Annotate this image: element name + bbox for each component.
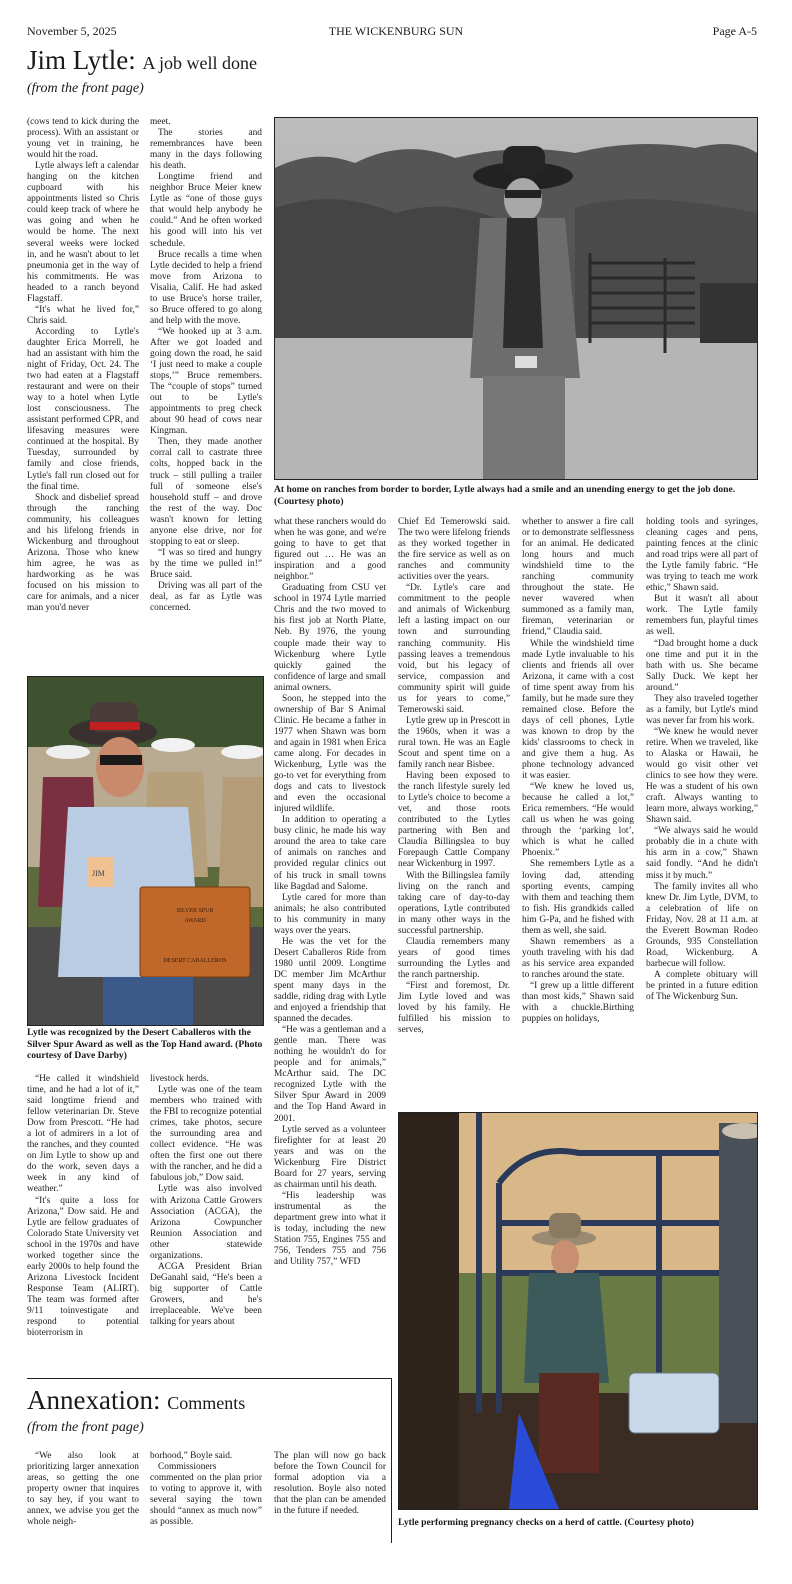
headline-sub: A job well done [142,53,258,73]
svg-text:SILVER SPUR: SILVER SPUR [176,908,214,914]
page-number: Page A-5 [712,24,757,38]
paragraph: Claudia remembers many years of good times surrounding the Lytles and the ranch partnership. [398,936,510,980]
paragraph: They also traveled together as a family, but Lytle's mind was never far from his work. [646,693,758,726]
headline-main: Annexation: [27,1385,161,1415]
paragraph: “Dad brought home a duck one time and put it in the bath with us. She became Sally Duck. We kept her around.” [646,638,758,693]
paragraph: Lytle grew up in Prescott in the 1960s, when it was a rural town. He was an Eagle Scout and spent time on a family ranch near Bisbee. [398,715,510,771]
paragraph: A complete obituary will be printed in a future edition of The Wickenburg Sun. [646,969,758,1003]
svg-text:DESERT CABALLEROS: DESERT CABALLEROS [163,958,227,964]
paragraph: Driving was all part of the deal, as far as Lytle was concerned. [150,580,262,614]
jump-line: (from the front page) [27,81,144,96]
headline-sub: Comments [167,1393,246,1413]
paragraph: The family invites all who knew Dr. Jim Lytle, DVM, to a celebration of life on Friday, Nov. 28 at 11 a.m. at the Everett Bowman Rodeo Grounds, 935 Constellation Road, Wickenburg. A barbecue will follow. [646,881,758,969]
photo-silver-spur-award [27,676,264,1026]
paragraph: meet. [150,117,171,127]
article-column-1 [27,117,139,614]
article-column-5 [522,517,634,1025]
annexation-column-3 [274,1451,386,1517]
photo-pregnancy-check [398,1112,758,1510]
paragraph: “We always said he would probably die in a chute with his arm in a cow,” Shawn said fondly. “And he didn't miss it by much.” [646,826,758,881]
paragraph: While the windshield time made Lytle invaluable to his clients and friends all over Arizona, it came with a cost of time spent away from his family, but he made sure they remained close. Before the days of cell phones, Lytle was known to drop by the kids' classrooms to check in and give them a hug. As phone technology advanced it was easier. [522,638,634,782]
paragraph: “First and foremost, Dr. Jim Lytle loved and was loved by his family. He fulfilled his mission to serves, [398,980,510,1036]
article-column-4 [398,517,510,1036]
svg-text:AWARD: AWARD [184,918,206,924]
article-headline [27,45,257,78]
paragraph: Then, they made another corral call to castrate three colts, hopped back in the truck – still pulling a trailer full of someone else's household stuff – and drove the rest of the way. Doc wasn't known for letting anyone else drive, nor for stopping to eat or sleep. [150,437,262,547]
photo-caption-top: At home on ranches from border to border, Lytle always had a smile and an unending energy to get the job done. (Courtesy photo) [274,484,736,507]
paragraph: borhood,” Boyle said. [150,1451,233,1461]
paragraph: whether to answer a fire call or to demonstrate selflessness for an animal. He dedicated long hours and much windshield time to the ranching community throughout the state. He never wavered when summoned as a family man, fireman, veterinarian or friend,” Claudia said. [522,517,634,638]
paragraph: Lytle always left a calendar hanging on the kitchen cupboard with his appointments listed so Chris could keep track of where he was going and when he would be home. The next several weeks were locked in, and he wasn't about to let pneumonia get in the way of his commitments. He was headed to a ranch beyond Flagstaff. [27,161,139,304]
annexation-headline [27,1385,245,1418]
headline-main: Jim Lytle: [27,45,136,75]
paragraph: In addition to operating a busy clinic, he made his way around the area to take care of animals on ranches and provided regular clinics out of his truck in small towns like Bagdad and Salome. [274,815,386,892]
paragraph: Lytle was also involved with Arizona Cattle Growers Association (ACGA), the Arizona Cowpuncher Reunion Association and other statewide organizations. [150,1184,262,1261]
photo-caption-bottom: Lytle performing pregnancy checks on a herd of cattle. (Courtesy photo) [398,1517,694,1528]
paragraph: “We knew he loved us, because he called a lot,” Erica remembers. “He would call us when he was going through the ‘parking lot’, which is what he called Phoenix.” [522,782,634,859]
annexation-column-1 [27,1451,139,1528]
photo-lytle-walking [274,117,758,480]
paragraph: Graduating from CSU vet school in 1974 Lytle married Chris and the two moved to his first job at North Platte, Neb. By 1976, the young couple made their way to Wickenburg where Lytle quickly gained the confidence of large and small animal owners. [274,583,386,693]
newspaper-name: THE WICKENBURG SUN [328,24,464,38]
paragraph: Lytle was one of the team members who trained with the FBI to recognize potential crimes, take photos, secure the surrounding area and collect evidence. “He was often the first one out there with the rancher, and he did a fabulous job,” Dow said. [150,1085,262,1184]
paragraph: what these ranchers would do when he was gone, and we're going to have to get that figured out … He was an inspiration and a good neighbor.” [274,517,386,583]
article-column-8 [150,1074,262,1328]
paragraph: Shawn remembers as a youth traveling with his dad as his service area expanded to ranches around the state. [522,936,634,980]
article-column-3 [274,517,386,1268]
paragraph: “We knew he would never retire. When we traveled, like to Alaska or Hawaii, he would go visit other vet clinics to see how they were. He was a student of his own craft. Always wanting to learn more, always working,” Shawn said. [646,726,758,826]
paragraph: “It's what he lived for,” Chris said. [27,304,139,326]
paragraph: holding tools and syringes, cleaning cages and pens, painting fences at the clinic and road trips were all part of the Lytle family fabric. “He was trying to teach me work ethic,” Shawn said. [646,517,758,594]
paragraph: “I was so tired and hungry by the time we pulled in!” Bruce said. [150,547,262,580]
svg-text:JIM: JIM [92,869,105,878]
paragraph: “He called it windshield time, and he had a lot of it,” said longtime friend and fellow veterinarian Dr. Steve Dow from Prescott. “He had a lot of admirers in a lot of the ranches, and they counted on Jim Lytle to show up and do the work, seven days a week in any kind of weather.” [27,1074,139,1195]
paragraph: “I grew up a little different than most kids,” Shawn said with a chuckle.Birthing puppies on holidays, [522,980,634,1025]
paragraph: The plan will now go back before the Town Council for formal adoption via a resolution. Boyle also noted that the plan can be amended in the future if needed. [274,1451,386,1517]
paragraph: But it wasn't all about work. The Lytle family remembers fun, playful times as well. [646,594,758,638]
paragraph: Longtime friend and neighbor Bruce Meier knew Lytle as “one of those guys that would help anybody he could.” And he often worked his good will into his vet schedule. [150,172,262,249]
paragraph: “His leadership was instrumental as the department grew into what it is today, including the new Station 755, Engines 755 and 756, Tenders 755 and 756 and Utility 757,” WFD [274,1190,386,1268]
paragraph: She remembers Lytle as a loving dad, attending sporting events, camping with them and teaching them to fish. His grandkids called him G-Pa, and he fished with them as well, she said. [522,859,634,936]
paragraph: Bruce recalls a time when Lytle decided to help a friend move from Arizona to Visalia, Calif. He had asked to use Bruce's horse trailer, so Bruce offered to go along and help with the move. [150,249,262,326]
paragraph: “We also look at prioritizing larger annexation areas, so getting the one property owner that inquires to say hey, if you want to annex, we advise you get the whole neigh- [27,1451,139,1528]
paragraph: Chief Ed Temerowski said. The two were lifelong friends as they worked together in the fire service as well as on ranches and community activities over the years. [398,517,510,583]
annexation-jump-line: (from the front page) [27,1420,144,1435]
paragraph: Commissioners commented on the plan prior to voting to approve it, with several saying the town should “annex as much now” as possible. [150,1462,262,1528]
paragraph: “We hooked up at 3 a.m. After we got loaded and going down the road, he said ‘I just need to make a couple stops,’” Bruce remembers. The “couple of stops” turned out to be Lytle's appointments to preg check about 90 head of cows near Kingman. [150,326,262,437]
photo-image [399,1113,757,1509]
paragraph: livestock herds. [150,1074,209,1084]
paragraph: He was the vet for the Desert Caballeros Ride from 1980 until 2009. Longtime DC member Jim McArthur spent many days in the saddle, riding drag with Lytle and enjoyed a friendship that spanned the decades. [274,936,386,1025]
paragraph: “He was a gentleman and a gentle man. There was nothing he wouldn't do for people and for animals,” McArthur said. The DC recognized Lytle with the Silver Spur Award in 2009 and the Top Hand Award in 2001. [274,1025,386,1124]
photo-image [28,677,263,1025]
paragraph: ACGA President Brian DeGanahl said, “He's been a big supporter of Cattle Growers, and he's irreplaceable. We've been talking for years about [150,1261,262,1328]
issue-date: November 5, 2025 [27,24,117,38]
paragraph: Having been exposed to the ranch lifestyle surely led to Lytle's choice to become a vet, and those roots contributed to the Lytles partnering with Ben and Claudia Billingslea to buy Forepaugh Cattle Company near Wickenburg in 1997. [398,771,510,870]
article-column-2 [150,117,262,614]
paragraph: Lytle served as a volunteer firefighter for at least 20 years and was on the Wickenburg Fire District Board for 27 years, serving as chairman until his death. [274,1124,386,1190]
paragraph: “Dr. Lytle's care and commitment to the people and animals of Wickenburg left a lasting impact on our town and surrounding ranching community. His passing leaves a tremendous void, but his legacy of service, compassion and community spirit will guide us for years to come,” Temerowski said. [398,583,510,715]
photo-caption-left: Lytle was recognized by the Desert Caballeros with the Silver Spur Award as well as the Top Hand award. (Photo courtesy of Dave Darby) [27,1027,263,1061]
paragraph: Soon, he stepped into the ownership of Bar S Animal Clinic. He became a father in 1977 when Shawn was born and again in 1981 when Erica came along. For decades in Wickenburg, Lytle was the go-to vet for everything from dogs and cats to livestock and even the occasional injured wildlife. [274,693,386,815]
paragraph: According to Lytle's daughter Erica Morrell, he had an assistant with him the night of Friday, Oct. 24. The two had eaten at a Flagstaff restaurant and were on their way to a hotel when Lytle lost consciousness. The assistant performed CPR, and lifesaving measures were continued at the hospital. By Tuesday, surrounded by family and close friends, Lytle's fall run closed out for the final time. [27,326,139,492]
paragraph: (cows tend to kick during the process). With an assistant or young vet in training, he would hit the road. [27,117,139,161]
annexation-column-2 [150,1451,262,1528]
paragraph: “It's quite a loss for Arizona,” Dow said. He and Lytle are fellow graduates of Colorado State University vet school in the 1970s and have worked together since the early 2000s to help found the Arizona Livestock Incident Response Team (ALIRT). The team was formed after 9/11 toinvestigate and respond to potential bioterrorism in [27,1195,139,1339]
article-column-6 [646,517,758,1003]
paragraph: The stories and remembrances have been many in the days following his death. [150,128,262,172]
paragraph: Shock and disbelief spread through the ranching community, his colleagues and his lifelong friends in Wickenburg and throughout Arizona. Those who knew him agree, he was as hardworking as he was focused on his mission to care for animals, and a nicer man you'd never [27,492,139,614]
paragraph: With the Billingslea family living on the ranch and taking care of day-to-day operations, Lytle contributed in many other ways in the successful partnership. [398,870,510,936]
paragraph: Lytle cared for more than animals; he also contributed to his community in many ways over the years. [274,892,386,936]
photo-image [275,118,757,479]
article-column-7 [27,1074,139,1339]
